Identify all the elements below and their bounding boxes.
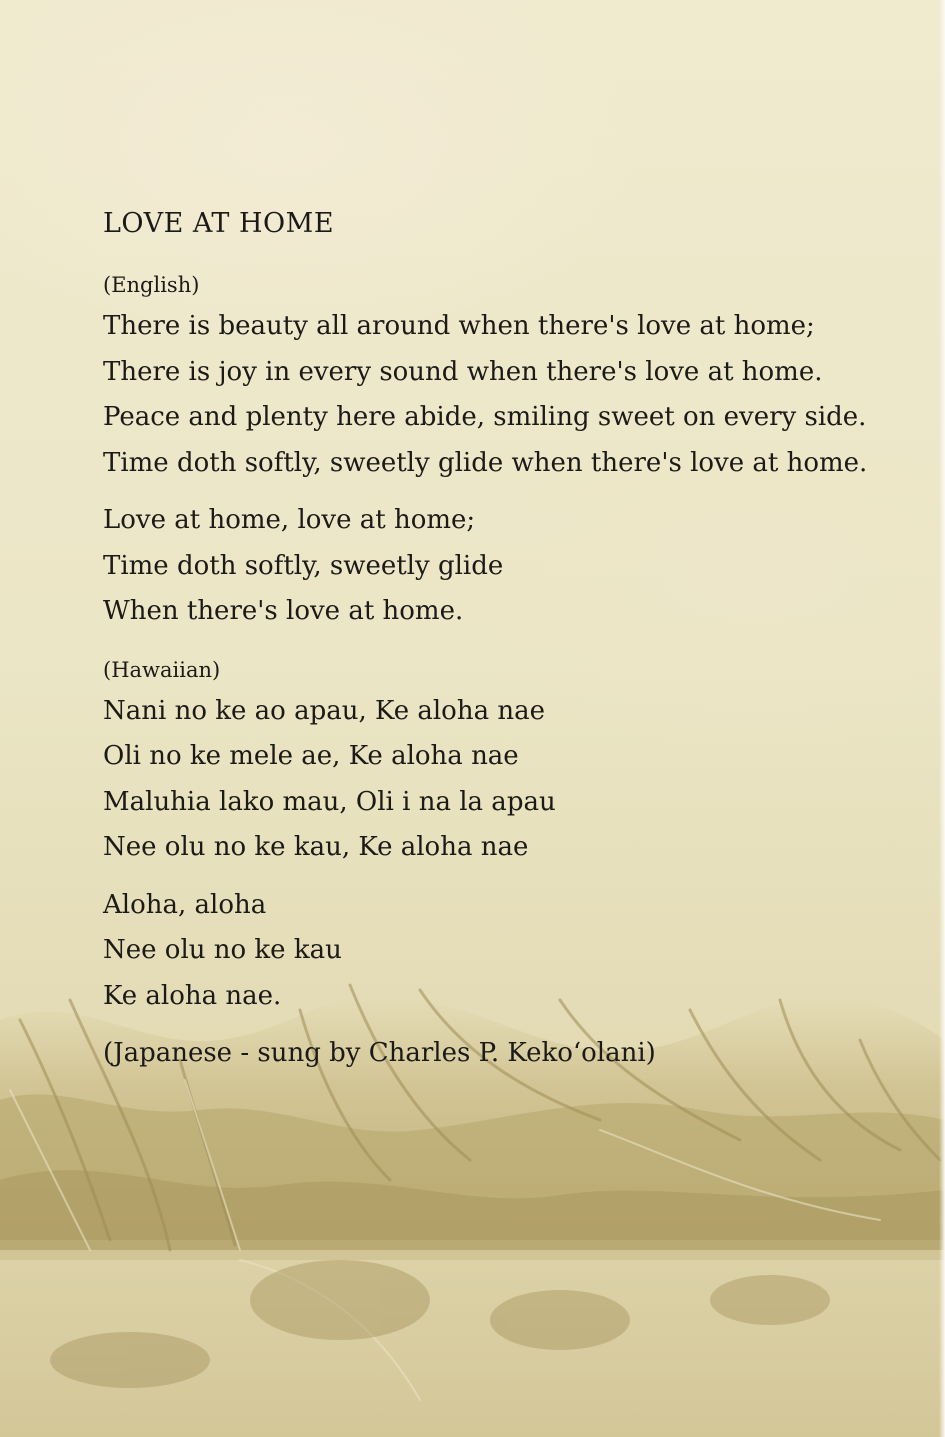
hawaiian-verse-line: Oli no ke mele ae, Ke aloha nae xyxy=(103,741,519,771)
english-chorus-line: When there's love at home. xyxy=(103,596,464,626)
hawaiian-verse-line: Maluhia lako mau, Oli i na la apau xyxy=(103,786,556,817)
hawaiian-chorus xyxy=(103,883,903,1020)
english-chorus-line: Time doth softly, sweetly glide xyxy=(103,550,504,581)
hawaiian-verse-line: Nani no ke ao apau, Ke aloha nae xyxy=(103,695,545,726)
english-verse-line: Peace and plenty here abide, smiling sweet on every side. xyxy=(103,402,867,432)
english-chorus xyxy=(103,498,903,635)
song-title: LOVE AT HOME xyxy=(103,208,335,239)
song-text xyxy=(103,198,903,1076)
english-chorus-line: Love at home, love at home; xyxy=(103,505,476,535)
english-verse-line: Time doth softly, sweetly glide when there's love at home. xyxy=(103,447,868,478)
hawaiian-chorus-line: Aloha, aloha xyxy=(103,889,267,920)
hawaiian-verse xyxy=(103,689,903,871)
japanese-credit: (Japanese - sung by Charles P. Kekoʻolani) xyxy=(103,1038,656,1068)
hawaiian-verse-line: Nee olu no ke kau, Ke aloha nae xyxy=(103,832,529,862)
hawaiian-chorus-line: Ke aloha nae. xyxy=(103,980,282,1011)
page-edge xyxy=(939,0,945,1437)
english-verse-line: There is joy in every sound when there's love at home. xyxy=(103,356,823,387)
english-verse xyxy=(103,304,903,486)
english-verse-line: There is beauty all around when there's love at home; xyxy=(103,311,815,341)
hawaiian-label: (Hawaiian) xyxy=(103,657,221,682)
hawaiian-chorus-line: Nee olu no ke kau xyxy=(103,935,342,965)
english-label: (English) xyxy=(103,273,200,297)
